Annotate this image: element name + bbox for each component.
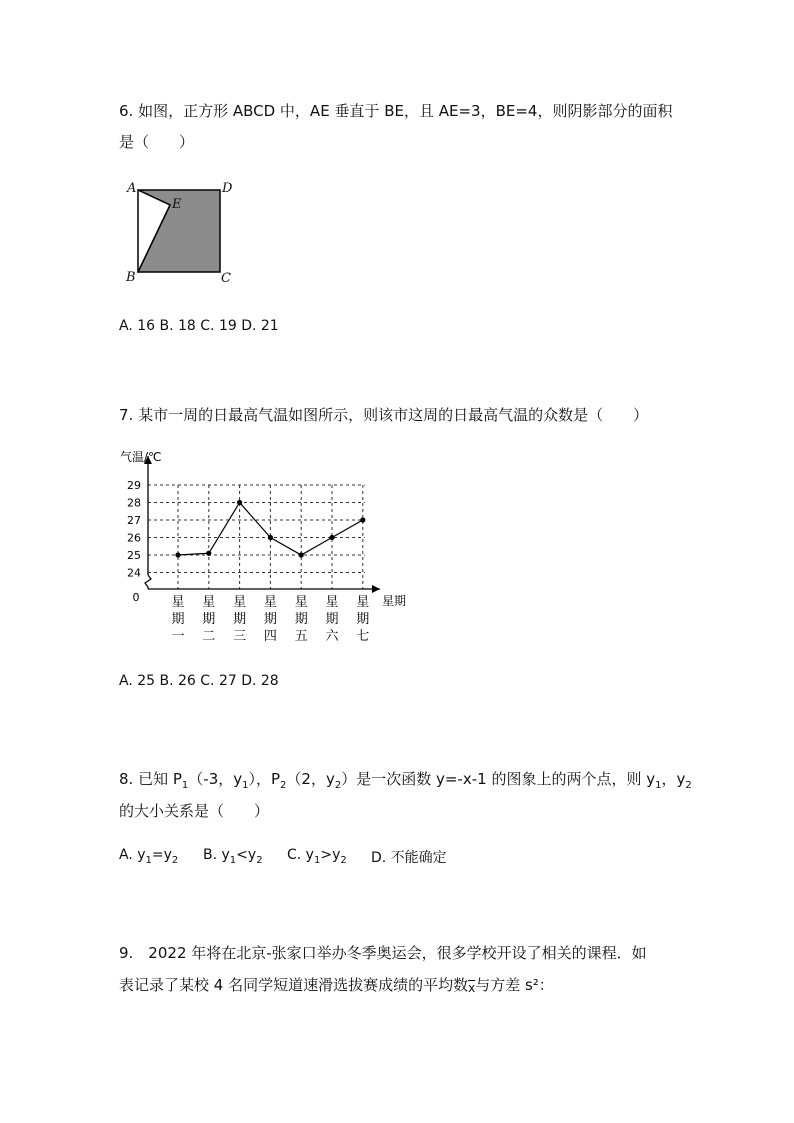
q6-figure: [120, 178, 240, 288]
q7-options: A. 25 B. 26 C. 27 D. 28: [119, 673, 279, 689]
q9-line2-b: 与方差 s²：: [475, 976, 554, 994]
q8-option-c: [287, 847, 347, 866]
q9-line2-a: 表记录了某校 4 名同学短道速滑选拔赛成绩的平均数: [119, 976, 469, 994]
label-e: E: [172, 197, 182, 212]
data-point-5: [299, 552, 304, 557]
q8-option-a: [119, 847, 178, 866]
q8-y2-sub: 2: [334, 780, 342, 791]
q7-text-line1: 7. 某市一周的日最高气温如图所示，则该市这周的日最高气温的众数是（ ）: [119, 406, 649, 424]
q8-mid3: （2，y: [286, 770, 335, 788]
y-tick-label-28: 28: [127, 496, 141, 510]
q8-prefix: 8. 已知 P: [119, 770, 182, 788]
q8-mid1: （-3，y: [188, 770, 243, 788]
q8-opt-a-sub1: 1: [145, 854, 152, 866]
q8-mid2: ），P: [248, 770, 281, 788]
x-tick-label-6-3: 六: [325, 629, 339, 644]
q8-y1-sub: 1: [242, 780, 249, 791]
data-point-1: [175, 552, 180, 557]
x-tick-label-4-2: 期: [263, 612, 277, 627]
x-tick-label-6-1: 星: [325, 595, 339, 610]
q8-opt-b-sub1: 1: [229, 854, 237, 866]
q8-option-b: [203, 847, 263, 866]
y-tick-label-26: 26: [127, 531, 141, 545]
label-b: B: [126, 270, 136, 285]
x-tick-label-1-2: 期: [171, 612, 185, 627]
q6-options: A. 16 B. 18 C. 19 D. 21: [119, 318, 279, 334]
x-tick-label-7-1: 星: [356, 595, 370, 610]
label-a: A: [127, 181, 137, 196]
x-tick-label-2-3: 二: [202, 629, 216, 644]
x-tick-label-6-2: 期: [325, 612, 339, 627]
data-point-4: [268, 535, 273, 540]
q8-opt-c-sub1: 1: [313, 854, 321, 866]
q6-text-line1: 6. 如图，正方形 ABCD 中，AE 垂直于 BE，且 AE=3，BE=4，则阴影部分的面积: [119, 102, 673, 120]
label-d: D: [222, 181, 233, 196]
axis-break-mark: [145, 575, 151, 589]
q8-opt-c-sub2: 2: [340, 854, 347, 866]
data-point-2: [206, 551, 211, 556]
x-tick-label-1-1: 星: [171, 595, 185, 610]
x-tick-label-1-3: 一: [171, 629, 185, 644]
q8-opt-b-sub2: 2: [256, 854, 263, 866]
q9-text-line2: [119, 974, 554, 999]
y-axis-label: 气温/℃: [120, 450, 162, 464]
x-tick-label-4-1: 星: [263, 595, 277, 610]
x-tick-label-7-2: 期: [356, 612, 370, 627]
q8-text-line1: [119, 768, 692, 797]
q8-y1b-sub: 1: [655, 780, 662, 791]
q8-opt-b-mid: <y: [236, 847, 257, 863]
q8-p1-sub: 1: [181, 780, 189, 791]
x-tick-label-2-1: 星: [202, 595, 216, 610]
y-tick-label-24: 24: [127, 566, 141, 580]
x-tick-label-3-1: 星: [233, 595, 247, 610]
x-tick-label-3-3: 三: [233, 629, 247, 644]
q8-opt-c-mid: >y: [320, 847, 341, 863]
q8-mid5: ，y: [661, 770, 686, 788]
label-c: C: [221, 271, 231, 286]
x-tick-label-5-1: 星: [294, 595, 308, 610]
q8-option-d: D. 不能确定: [371, 850, 447, 866]
q7-chart: [118, 444, 418, 649]
y-tick-label-25: 25: [127, 549, 141, 562]
q9-text-line1: 9. 2022 年将在北京-张家口举办冬季奥运会，很多学校开设了相关的课程．如: [119, 944, 647, 962]
x-axis-arrow: [372, 585, 380, 593]
origin-label: 0: [132, 591, 140, 604]
q8-opt-a-sub2: 2: [171, 854, 179, 866]
x-tick-label-5-3: 五: [294, 629, 308, 644]
x-tick-label-7-3: 七: [356, 629, 370, 644]
y-tick-label-29: 29: [127, 479, 141, 492]
x-tick-label-4-3: 四: [263, 629, 277, 644]
q8-opt-a-mid: =y: [151, 847, 172, 863]
x-axis-label: 星期: [382, 594, 407, 608]
q8-opt-c-label: C. y: [287, 847, 314, 863]
x-tick-label-5-2: 期: [294, 612, 308, 627]
q9-xbar: $\overline{x}$: [468, 981, 476, 995]
q6-text-line2: 是（ ）: [119, 133, 195, 151]
q8-opt-b-label: B. y: [203, 847, 230, 863]
q8-mid4: ）是一次函数 y=-x-1 的图象上的两个点，则 y: [341, 770, 656, 788]
data-point-7: [360, 517, 365, 522]
q8-opt-a-label: A. y: [119, 847, 146, 863]
y-tick-label-27: 27: [127, 514, 141, 527]
data-point-3: [237, 500, 242, 505]
data-point-6: [329, 535, 334, 540]
x-tick-label-3-2: 期: [233, 612, 247, 627]
q8-y2b-sub: 2: [685, 780, 692, 791]
temperature-line-chart: [118, 444, 418, 649]
x-tick-label-2-2: 期: [202, 612, 216, 627]
q8-text-line2: 的大小关系是（ ）: [119, 802, 270, 820]
q8-p2-sub: 2: [280, 780, 287, 791]
